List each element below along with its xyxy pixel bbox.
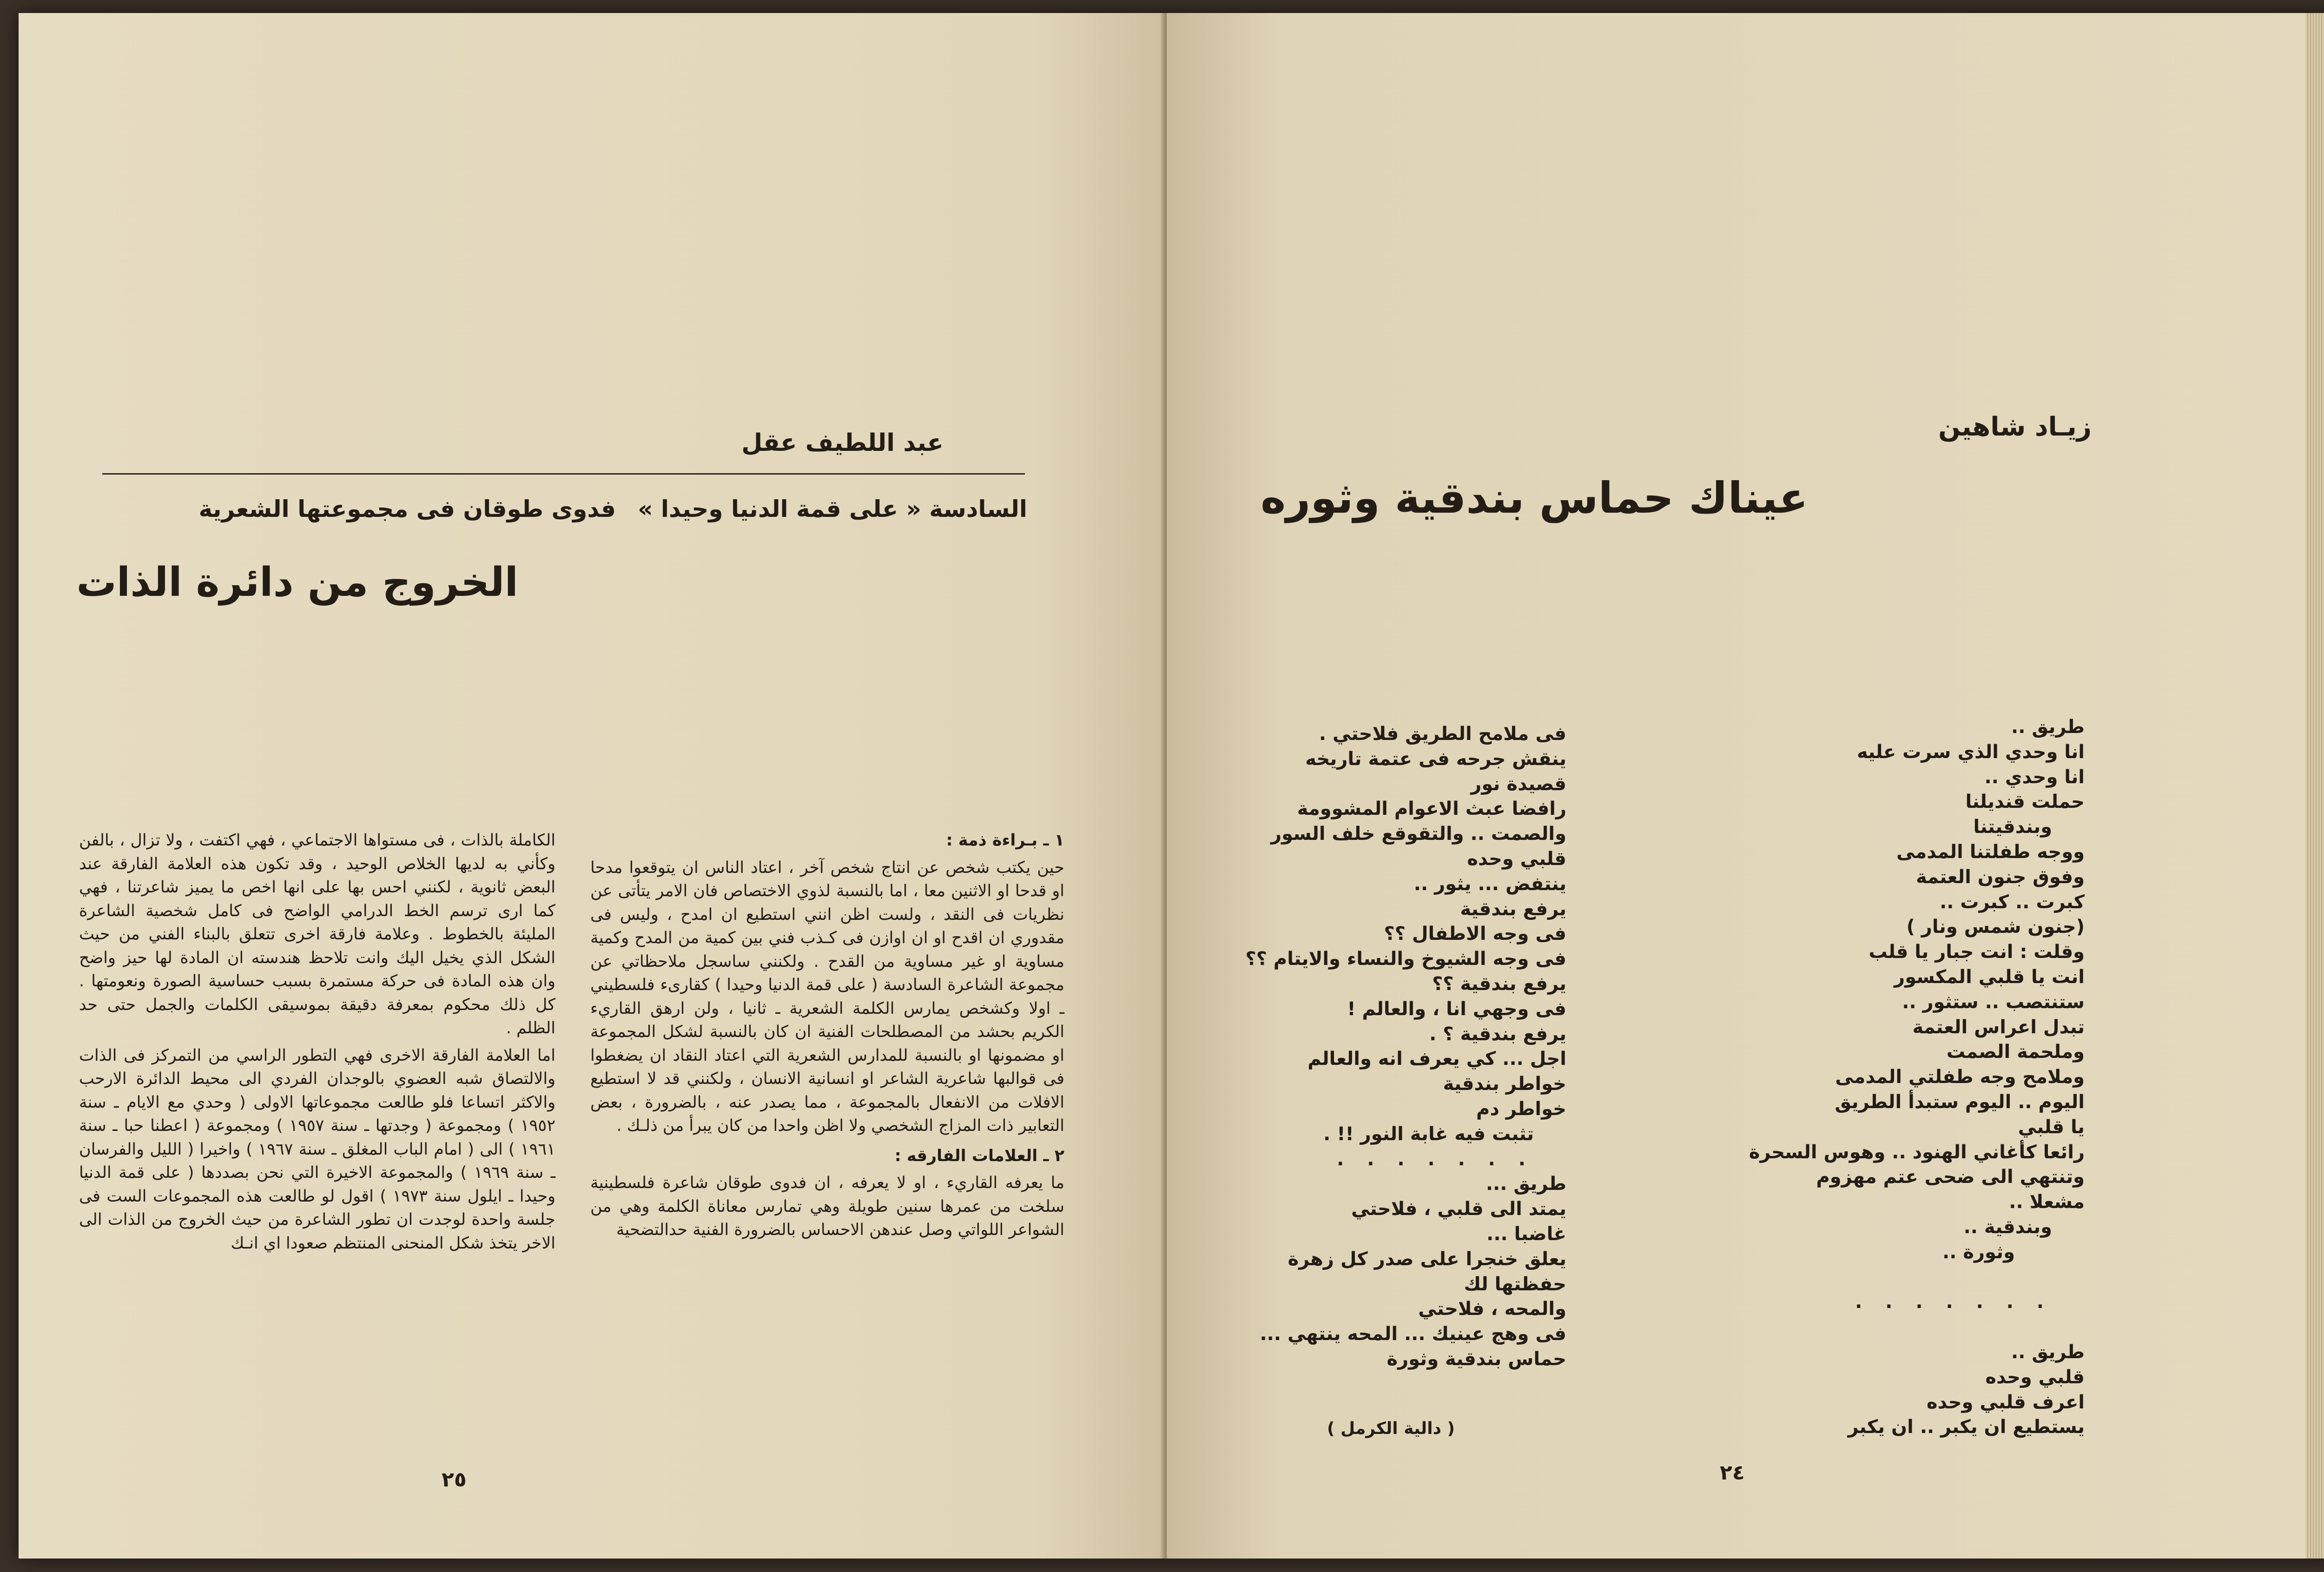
poem-line: يعلق خنجرا على صدر كل زهرة — [1287, 1248, 1566, 1270]
magazine-spread — [19, 13, 2324, 1559]
poem-line: اجل ... كي يعرف انه والعالم — [1307, 1048, 1566, 1070]
paragraph: حين يكتب شخص عن انتاج شخص آخر ، اعتاد الناس ان يتوقعوا مدحا او قدحا او الاثنين معا ، اما بالنسبة لذوي الاختصاص فان الامر يتأتى عن نظريات فى النقد ، ولست اظن انني استطيع ان امدح ، وليس فى مقدوري ان اقدح او ان اوازن فى كـذب فني بين كمية من المدح وكمية مساوية او غير مساوية من القدح . ولكنني ساسجل ملاحظاتي عن مجموعة الشاعرة السادسة ( على قمة الدنيا وحيدا ) كقارىء فلسطيني ـ اولا وكشخص يمارس الكلمة الشعرية ـ ثانيا ، ولن ارهق القاريء الكريم بحشد من المصطلحات الفنية ان كان بالنسبة لشكل المجموعة او مضمونها او بالنسبة للمدارس الشعرية التي اعتاد النقاد ان يضغطوا فى قوالبها شاعرية الشاعر او انسانية الانسان ، ولكنني قد لا استطيع الافلات من الانفعال بالمجموعة ، مما يصدر عنه ، بالضرورة ، بعض التعابير ذات المزاج الشخصي ولا اظن واحدا من كان يبرأ من ذلـك . — [590, 858, 1064, 1135]
poem-line: فى ملامح الطريق فلاحتي . — [1319, 723, 1566, 745]
poem-line: فى وجهي انا ، والعالم ! — [1347, 998, 1566, 1020]
poem-line: خواطر دم — [1476, 1098, 1566, 1120]
poem-line: وملامح وجه طفلتي المدمى — [1835, 1066, 2085, 1088]
poem-line: غاضبا ... — [1486, 1223, 1566, 1245]
poem-line: فى وهج عينيك ... المحه ينتهي ... — [1260, 1323, 1566, 1345]
poem-line: تبدل اعراس العتمة — [1912, 1016, 2085, 1038]
poem-line: فى وجه الاطفال ؟؟ — [1384, 923, 1566, 945]
poem-line: طريق ... — [1486, 1173, 1566, 1195]
article-subtitle-part2: السادسة « على قمة الدنيا وحيدا » — [638, 495, 1027, 522]
poem-line: وملحمة الصمت — [1946, 1041, 2085, 1063]
poem-line: والمحه ، فلاحتي — [1418, 1298, 1566, 1320]
poem-line: ستنتصب .. ستثور .. — [1902, 991, 2085, 1013]
poem-line: قلبي وحده — [1985, 1366, 2085, 1388]
poem-line: والصمت .. والتقوقع خلف السور — [1271, 823, 1566, 845]
poem-line: ينتفض ... يثور .. — [1413, 873, 1566, 895]
poem-line: يستطيع ان يكبر .. ان يكبر — [1848, 1416, 2085, 1438]
poem-separator: . . . . . . . — [1855, 1291, 2052, 1313]
poem-line: حملت قنديلنا — [1965, 791, 2085, 813]
poem-separator: . . . . . . . — [1337, 1148, 1534, 1170]
poem-line: يا قلبي — [2018, 1116, 2085, 1138]
poem-line: اليوم .. اليوم ستبدأ الطريق — [1835, 1091, 2085, 1113]
poem-signature: ( دالية الكرمل ) — [1327, 1419, 1455, 1438]
poem-column-right — [1749, 715, 2085, 1440]
section-heading: ١ ـ بـراءة ذمة : — [946, 831, 1064, 850]
poem-line: اعرف قلبي وحده — [1927, 1391, 2085, 1413]
poem-line: انا وحدي الذي سرت عليه — [1856, 741, 2085, 763]
poem-line: فى وجه الشيوخ والنساء والايتام ؟؟ — [1245, 948, 1566, 970]
poem-line: كبرت .. كبرت .. — [1940, 891, 2085, 913]
poem-line: ووجه طفلتنا المدمى — [1896, 841, 2085, 863]
paragraph: ما يعرفه القاريء ، او لا يعرفه ، ان فدوى طوقان شاعرة فلسطينية سلخت من عمرها سنين طويلة وهي تمارس معاناة الكلمة وهي من الشواعر اللواتي وصل عندهن الاحساس بالضرورة الفنية حدالتضحية — [590, 1174, 1064, 1239]
poem-line: خواطر بندقية — [1443, 1073, 1566, 1095]
poem-line: وبندقيتنا — [1973, 816, 2052, 838]
poem-line: وفوق جنون العتمة — [1916, 866, 2085, 888]
page-number: ٢٤ — [1720, 1461, 1745, 1485]
left-page — [19, 13, 1167, 1559]
poem-line: يمتد الى قلبي ، فلاحتي — [1351, 1198, 1566, 1220]
poem-line: ينقش جرحه فى عتمة تاريخه — [1305, 748, 1566, 770]
paragraph: اما العلامة الفارقة الاخرى فهي التطور الراسي من التمركز فى الذات والالتصاق شبه العضوي بالوجدان الفردي الى محيط الدائرة الارحب والاكثر اتساعا فلو طالعت مجموعاتها الاولى ( وحدي مع الايام ـ سنة ١٩٥٢ ) ومجموعة ( وجدتها ـ سنة ١٩٥٧ ) ومجموعة ( اعطنا حبا ـ سنة ١٩٦١ ) الى ( امام الباب المغلق ـ سنة ١٩٦٧ ) واخيرا ( الليل والفرسان ـ سنة ١٩٦٩ ) والمجموعة الاخيرة التي نحن بصددها ( على قمة الدنيا وحيدا ـ ايلول سنة ١٩٧٣ ) اقول لو طالعت هذه المجموعات الست فى جلسة واحدة لوجدت ان تطور الشاعرة من حيث الخروج من الذات الى الاخر يتخذ شكل المنحنى المنتظم صعودا اي انـك — [79, 1046, 555, 1253]
poem-line: وقلت : انت جبار يا قلب — [1868, 941, 2085, 963]
text-column-right — [590, 829, 1064, 1242]
article-author: عبد اللطيف عقل — [741, 429, 944, 457]
right-page — [1167, 13, 2324, 1559]
paragraph: الكاملة بالذات ، فى مستواها الاجتماعي ، فهي اكتفت ، ولا تزال ، بالفن وكأني به لديها الخلاص الوحيد ، وقد تكون هذه العلامة الفارقة عند البعض ثانوية ، لكنني احس بها على انها اخص ما يميز شاعرتنا ، فهي كما ارى ترسم الخط الدرامي الواضح فى كامل شخصية الشاعرة المليئة بالخطوط . وعلامة فارقة اخرى تتعلق بالبناء الفني من حيث الشكل الذي يخيل اليك وانت تلاحظ هندسته ان المادة لها حيز واضح وان هذه المادة فى حركة مستمرة بسبب حساسية الصورة ونعومتها . كل ذلك محكوم بمعرفة دقيقة بموسيقى الكلمات والجمل حتى حد الظلم . — [79, 831, 555, 1037]
poem-line: رائعا كأغاني الهنود .. وهوس السحرة — [1749, 1141, 2085, 1163]
poem-line: (جنون شمس ونار ) — [1906, 916, 2085, 938]
poem-line: وبندقية .. — [1963, 1216, 2052, 1238]
poem-line: طريق .. — [2011, 716, 2085, 738]
poem-line: تثبت فيه غابة النور !! . — [1323, 1123, 1534, 1145]
poem-author: زيـاد شاهين — [1938, 412, 2092, 442]
page-number: ٢٥ — [442, 1468, 467, 1492]
header-rule — [102, 473, 1025, 475]
poem-line — [1749, 1265, 2085, 1290]
poem-line: حماس بندقية وثورة — [1386, 1348, 1566, 1370]
poem-line: انت يا قلبي المكسور — [1894, 966, 2085, 988]
article-subtitle-part1: فدوى طوقان فى مجموعتها الشعرية — [198, 495, 616, 522]
poem-line: يرفع بندقية ؟ . — [1429, 1023, 1566, 1045]
poem-line: انا وحدي .. — [1984, 766, 2085, 788]
poem-line: يرفع بندقية — [1460, 898, 1566, 920]
poem-column-left — [1246, 722, 1566, 1372]
poem-line: يرفع بندقية ؟؟ — [1432, 973, 1566, 995]
poem-line: طريق .. — [2011, 1341, 2085, 1363]
poem-line: رافضا عبث الاعوام المشوومة — [1297, 798, 1566, 820]
article-title: الخروج من دائرة الذات — [76, 559, 518, 606]
poem-title: عيناك حماس بندقية وثوره — [1261, 473, 1808, 523]
section-heading: ٢ ـ العلامات الفارقه : — [894, 1146, 1064, 1165]
poem-line: وتنتهي الى ضحى عتم مهزوم — [1816, 1166, 2085, 1188]
poem-line — [1749, 1315, 2085, 1340]
page-edges — [2305, 13, 2324, 1559]
text-column-left — [79, 829, 555, 1255]
poem-line: حفظتها لك — [1464, 1273, 1566, 1295]
poem-line: قصيدة نور — [1471, 773, 1566, 795]
poem-line: قلبي وحده — [1467, 848, 1566, 870]
poem-line: وثورة .. — [1942, 1241, 2015, 1263]
poem-line: مشعلا .. — [2009, 1191, 2085, 1213]
